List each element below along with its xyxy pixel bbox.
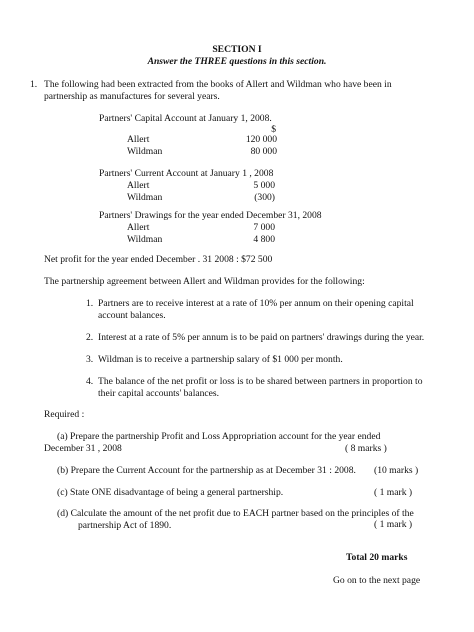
capital-heading: Partners' Capital Account at January 1, 2008.	[99, 113, 272, 124]
part-d-line1: (d) Calculate the amount of the net profit due to EACH partner based on the principles of the	[57, 508, 414, 519]
section-title: SECTION I	[212, 44, 262, 55]
provision-1-number: 1.	[86, 298, 94, 309]
provision-3-number: 3.	[86, 354, 94, 365]
question-intro-line2: partnership as manufactures for several years.	[44, 91, 220, 102]
required-label: Required :	[44, 409, 85, 420]
question-number: 1.	[30, 79, 38, 90]
current-row-allert-name: Allert	[127, 180, 150, 191]
capital-row-allert-amount: 120 000	[245, 134, 277, 145]
drawings-row-wildman-name: Wildman	[127, 234, 163, 245]
total-marks: Total 20 marks	[346, 552, 408, 563]
provision-1-line2: account balances.	[98, 310, 166, 321]
part-c-text: (c) State ONE disadvantage of being a general partnership.	[57, 487, 284, 498]
part-b-marks: (10 marks )	[374, 465, 419, 476]
capital-currency: $	[271, 124, 276, 135]
current-row-wildman-amount: (300)	[254, 192, 275, 203]
drawings-row-wildman-amount: 4 800	[253, 234, 275, 245]
provision-4-line2: their capital accounts' balances.	[98, 388, 220, 399]
agreement-intro: The partnership agreement between Allert and Wildman provides for the following:	[44, 276, 365, 287]
provision-3-line1: Wildman is to receive a partnership salary of $1 000 per month.	[98, 354, 343, 365]
part-a-line1: (a) Prepare the partnership Profit and Loss Appropriation account for the year ended	[57, 431, 381, 442]
part-a-line2: December 31 , 2008	[44, 443, 122, 454]
current-row-wildman-name: Wildman	[127, 192, 163, 203]
footer-next-page: Go on to the next page	[333, 575, 421, 586]
section-instruction: Answer the THREE questions in this section.	[147, 56, 327, 67]
drawings-row-allert-name: Allert	[127, 222, 150, 233]
part-d-line2: partnership Act of 1890.	[78, 520, 172, 531]
part-c-marks: ( 1 mark )	[374, 487, 413, 498]
question-intro-line1: The following had been extracted from the books of Allert and Wildman who have been in	[44, 79, 392, 90]
capital-row-wildman-name: Wildman	[127, 146, 163, 157]
provision-4-line1: The balance of the net profit or loss is to be shared between partners in proportion to	[98, 376, 423, 387]
net-profit-line: Net profit for the year ended December . 31 2008 : $72 500	[44, 254, 273, 265]
capital-row-wildman-amount: 80 000	[250, 146, 277, 157]
provision-2-line1: Interest at a rate of 5% per annum is to be paid on partners' drawings during the year.	[98, 332, 425, 343]
drawings-heading: Partners' Drawings for the year ended December 31, 2008	[99, 210, 322, 221]
part-d-marks: ( 1 mark )	[374, 519, 413, 530]
drawings-row-allert-amount: 7 000	[253, 222, 275, 233]
part-a-marks: ( 8 marks )	[345, 443, 387, 454]
provision-1-line1: Partners are to receive interest at a rate of 10% per annum on their opening capital	[98, 298, 414, 309]
capital-row-allert-name: Allert	[127, 134, 150, 145]
current-row-allert-amount: 5 000	[253, 180, 275, 191]
provision-4-number: 4.	[86, 376, 94, 387]
part-b-text: (b) Prepare the Current Account for the partnership as at December 31 : 2008.	[57, 465, 356, 476]
current-heading: Partners' Current Account at January 1 , 2008	[99, 168, 274, 179]
provision-2-number: 2.	[86, 332, 94, 343]
